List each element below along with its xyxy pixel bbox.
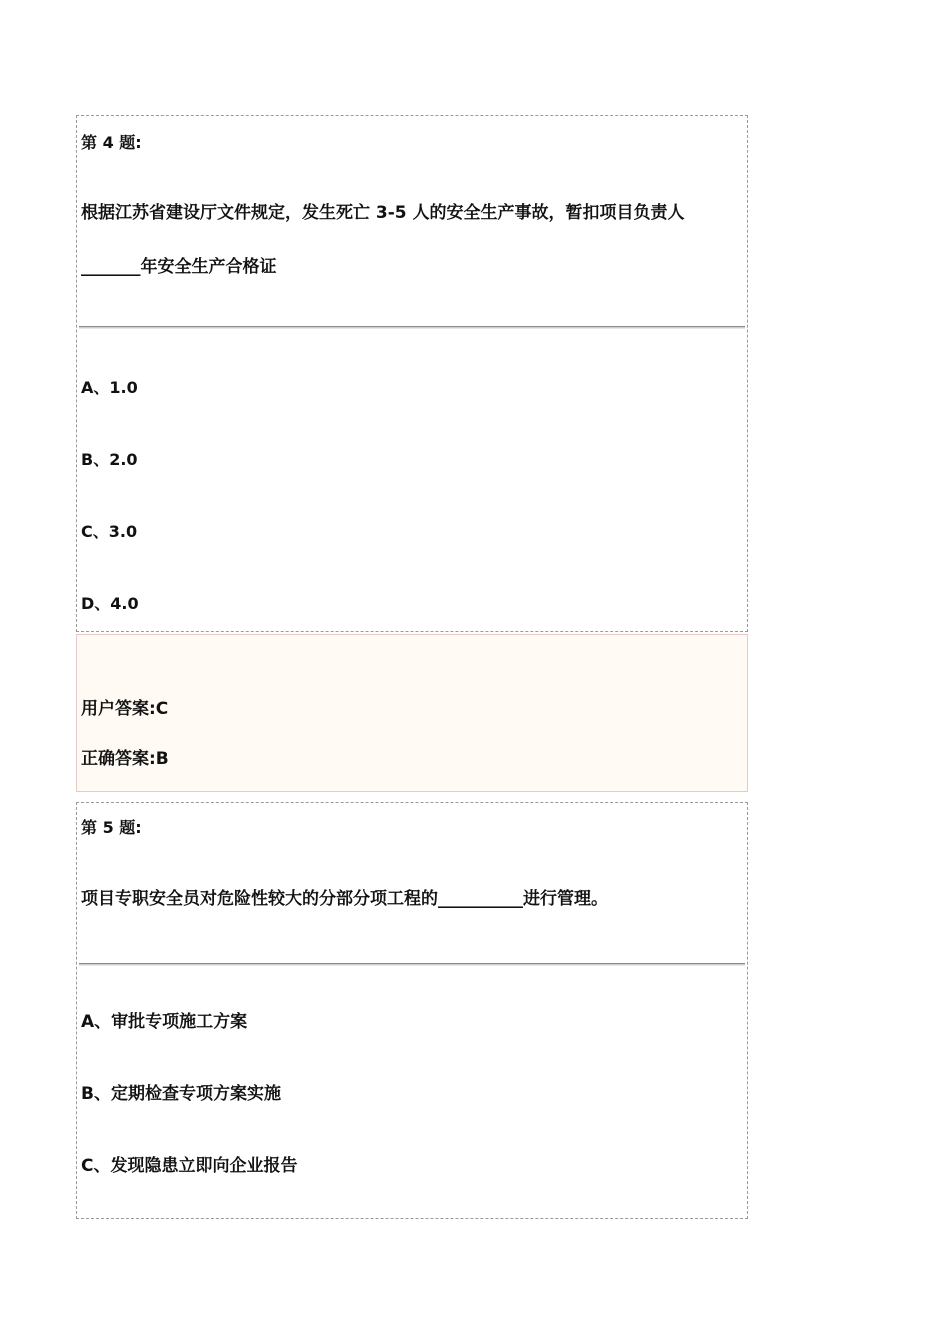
answer-panel [76,634,748,792]
option-c[interactable]: C、发现隐患立即向企业报告 [81,1156,298,1176]
divider [79,326,745,327]
option-a[interactable]: A、1.0 [81,378,138,397]
question-5-stem-line1: 项目专职安全员对危险性较大的分部分项工程的__________进行管理。 [81,889,608,909]
question-4-stem-line2: _______年安全生产合格证 [81,257,277,277]
question-4-header: 第 4 题: [81,133,142,152]
question-4-stem-line1: 根据江苏省建设厅文件规定，发生死亡 3-5 人的安全生产事故，暂扣项目负责人 [81,203,685,223]
option-d[interactable]: D、4.0 [81,594,139,613]
option-b[interactable]: B、2.0 [81,450,138,469]
user-answer: 用户答案:C [81,699,169,719]
option-a[interactable]: A、审批专项施工方案 [81,1012,248,1032]
option-b[interactable]: B、定期检查专项方案实施 [81,1084,281,1104]
divider [79,963,745,964]
question-4-card [76,115,748,632]
option-c[interactable]: C、3.0 [81,522,138,541]
question-5-header: 第 5 题: [81,818,142,837]
correct-answer: 正确答案:B [81,749,169,769]
question-5-card [76,802,748,1219]
